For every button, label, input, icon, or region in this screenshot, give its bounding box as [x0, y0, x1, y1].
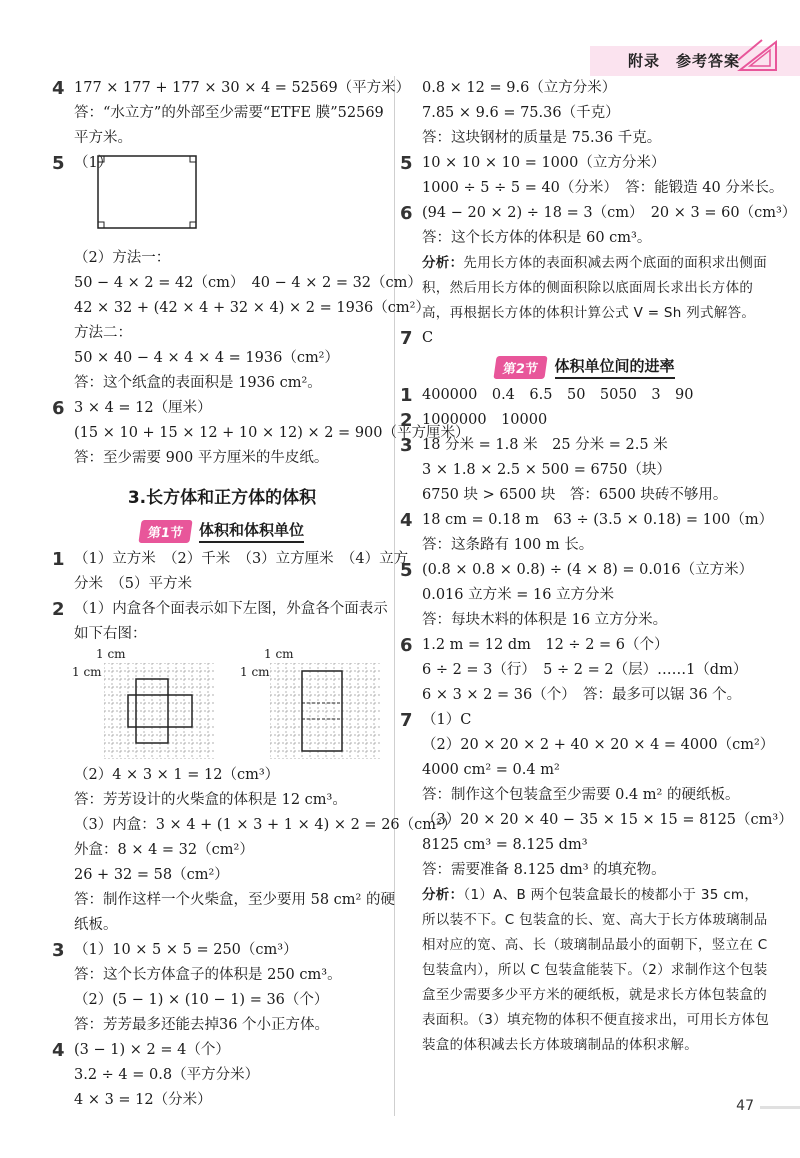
- question-number: 5: [400, 560, 413, 581]
- answer-line: 0.016 立方米 = 16 立方分米: [422, 587, 615, 603]
- grid-label-top-2: 1 cm: [264, 647, 294, 661]
- question-number: 6: [52, 398, 65, 419]
- question-number: 1: [400, 385, 413, 406]
- answer-line: 答：这块钢材的质量是 75.36 千克。: [422, 130, 662, 146]
- question-number: 6: [400, 635, 413, 656]
- paper-sheet-diagram: [96, 154, 206, 232]
- answer-line: 6 ÷ 2 = 3（行） 5 ÷ 2 = 2（层）……1（dm）: [422, 662, 748, 678]
- question-number: 5: [400, 153, 413, 174]
- answer-line: （2）方法一：: [74, 250, 171, 266]
- subsection-title: 体积单位间的进率: [555, 355, 675, 379]
- answer-line: 6 1.2 m = 12 dm 12 ÷ 2 = 6（个）: [400, 635, 669, 656]
- question-number: 3: [52, 940, 65, 961]
- answer-line: 42 × 32 + (42 × 4 + 32 × 4) × 2 = 1936（cm²）: [74, 300, 430, 316]
- answer-line: 6 × 3 × 2 = 36（个） 答：最多可以锯 36 个。: [422, 687, 742, 703]
- answer-line: 纸板。: [74, 917, 118, 933]
- answer-line: 答：制作这样一个火柴盒，至少要用 58 cm² 的硬: [74, 892, 395, 908]
- answer-line: 1000 ÷ 5 ÷ 5 = 40（分米） 答：能锻造 40 分米长。: [422, 180, 784, 196]
- answer-line: 5 (0.8 × 0.8 × 0.8) ÷ (4 × 8) = 0.016（立方米）: [400, 560, 754, 581]
- answer-line: 3.2 ÷ 4 = 0.8（平方分米）: [74, 1067, 260, 1083]
- answer-line: 答：至少需要 900 平方厘米的牛皮纸。: [74, 450, 329, 466]
- question-number: 4: [52, 78, 65, 99]
- answer-line: （2）20 × 20 × 2 + 40 × 20 × 4 = 4000（cm²）: [422, 737, 775, 753]
- answer-line: 7 （1）C: [400, 710, 472, 731]
- question-number: 4: [52, 1040, 65, 1061]
- question-number: 7: [400, 328, 413, 349]
- answer-line: 答：这条路有 100 m 长。: [422, 537, 594, 553]
- answer-line: 外盒：8 × 4 = 32（cm²）: [74, 842, 254, 858]
- answer-line: 答：这个长方体盒子的体积是 250 cm³。: [74, 967, 342, 983]
- answer-line: （3）20 × 20 × 40 − 35 × 15 × 15 = 8125（cm³）: [422, 812, 793, 828]
- subsection-title: 体积和体积单位: [199, 519, 304, 543]
- answer-line: 答：芳芳最多还能去掉36 个小正方体。: [74, 1017, 330, 1033]
- answer-line: 3 （1）10 × 5 × 5 = 250（cm³）: [52, 940, 298, 961]
- answer-line: 5 10 × 10 × 10 = 1000（立方分米）: [400, 153, 666, 174]
- answer-line: 3 × 1.8 × 2.5 × 500 = 6750（块）: [422, 462, 671, 478]
- answer-line: 如下右图：: [74, 626, 147, 642]
- question-number: 2: [400, 410, 413, 431]
- answer-line: 50 × 40 − 4 × 4 × 4 = 1936（cm²）: [74, 350, 340, 366]
- answer-line: 答：芳芳设计的火柴盒的体积是 12 cm³。: [74, 792, 347, 808]
- answer-line: （2）(5 − 1) × (10 − 1) = 36（个）: [74, 992, 329, 1008]
- answer-line: 平方米。: [74, 130, 132, 146]
- analysis-text: 分析：（1）A、B 两个包装盒最长的棱都小于 35 cm，所以装不下。C 包装盒的长、宽、高大于长方体玻璃制品相对应的宽、高、长（玻璃制品最小的面朝下，竖立在 C 包装盒内），所以 C 包装盒能装下。（2）求制作这个包装盒至少需要多少平方米的硬纸板，就是求长方体包装盒的表面积。（3）填充物的体积不便直接求出，可用长方体包装盒的体积减去长方体玻璃制品的体积求解。: [422, 887, 770, 1053]
- page-number-decoration: [760, 1106, 800, 1109]
- answer-line: 答：“水立方”的外部至少需要“ETFE 膜”52569: [74, 105, 384, 121]
- ruler-triangle-icon: [736, 38, 780, 74]
- question-number: 3: [400, 435, 413, 456]
- grid-label-top: 1 cm: [96, 647, 126, 661]
- column-divider: [394, 76, 395, 1116]
- grid-figures: [52, 647, 392, 763]
- answer-line: 3 18 分米 = 1.8 米 25 分米 = 2.5 米: [400, 435, 668, 456]
- grid-label-side: 1 cm: [72, 665, 102, 679]
- answer-line: 分米 （5）平方米: [74, 576, 192, 592]
- answer-line: （2）4 × 3 × 1 = 12（cm³）: [74, 767, 280, 783]
- question-number: 6: [400, 203, 413, 224]
- answer-line: 2 （1）内盒各个面表示如下左图，外盒各个面表示: [52, 599, 388, 620]
- answer-line: 4000 cm² = 0.4 m²: [422, 762, 560, 778]
- answer-line: 26 + 32 = 58（cm²）: [74, 867, 229, 883]
- answer-line: （3）内盒：3 × 4 + (1 × 3 + 1 × 4) × 2 = 26（cm²）: [74, 817, 457, 833]
- section-badge: 第2节: [494, 356, 548, 379]
- subsection-header: [52, 515, 392, 547]
- answer-line: 8125 cm³ = 8.125 dm³: [422, 837, 588, 853]
- answer-line: 4 18 cm = 0.18 m 63 ÷ (3.5 × 0.18) = 100（m）: [400, 510, 774, 531]
- grid-label-side-2: 1 cm: [240, 665, 270, 679]
- answer-line: 方法二：: [74, 325, 132, 341]
- answer-line: 答：制作这个包装盒至少需要 0.4 m² 的硬纸板。: [422, 787, 740, 803]
- answer-line: 2 1000000 10000: [400, 410, 548, 431]
- answer-line: (15 × 10 + 15 × 12 + 10 × 12) × 2 = 900（平方厘米）: [74, 425, 470, 441]
- rectangle-figure: [52, 176, 392, 246]
- answer-line: 6750 块 > 6500 块 答：6500 块砖不够用。: [422, 487, 728, 503]
- answer-line: 4 177 × 177 + 177 × 30 × 4 = 52569（平方米）: [52, 78, 411, 99]
- answer-line: 4 (3 − 1) × 2 = 4（个）: [52, 1040, 230, 1061]
- section-title: 3.长方体和正方体的体积: [127, 488, 317, 508]
- answer-line: 7 C: [400, 328, 434, 349]
- answer-line: 7.85 × 9.6 = 75.36（千克）: [422, 105, 620, 121]
- answer-line: 5 （1）: [52, 153, 113, 174]
- answer-line: 答：这个纸盒的表面积是 1936 cm²。: [74, 375, 322, 391]
- answer-line: 6 (94 − 20 × 2) ÷ 18 = 3（cm） 20 × 3 = 60（cm³）: [400, 203, 797, 224]
- page-number: 47: [736, 1098, 754, 1114]
- question-number: 2: [52, 599, 65, 620]
- question-number: 7: [400, 710, 413, 731]
- section-badge: 第1节: [138, 520, 192, 543]
- answer-line: 4 × 3 = 12（分米）: [74, 1092, 212, 1108]
- page-header-title: 附录 参考答案: [627, 52, 740, 70]
- answer-line: 答：需要准备 8.125 dm³ 的填充物。: [422, 862, 666, 878]
- inner-box-grid: [104, 663, 214, 759]
- question-number: 1: [52, 549, 65, 570]
- question-number: 5: [52, 153, 65, 174]
- answer-line: 答：每块木料的体积是 16 立方分米。: [422, 612, 668, 628]
- answer-line: 1 400000 0.4 6.5 50 5050 3 90: [400, 385, 694, 406]
- answer-line: 50 − 4 × 2 = 42（cm） 40 − 4 × 2 = 32（cm）: [74, 275, 422, 291]
- analysis-text: 分析：先用长方体的表面积减去两个底面的面积求出侧面积，然后用长方体的侧面积除以底面周长求出长方体的高，再根据长方体的体积计算公式 V = Sh 列式解答。: [422, 255, 768, 321]
- subsection-header: [400, 351, 770, 383]
- answer-line: 0.8 × 12 = 9.6（立方分米）: [422, 80, 617, 96]
- right-column: [400, 76, 797, 1058]
- outer-box-grid: [270, 663, 380, 759]
- answer-line: 答：这个长方体的体积是 60 cm³。: [422, 230, 652, 246]
- answer-line: 1 （1）立方米 （2）千米 （3）立方厘米 （4）立方: [52, 549, 409, 570]
- question-number: 4: [400, 510, 413, 531]
- answer-line: 6 3 × 4 = 12（厘米）: [52, 398, 212, 419]
